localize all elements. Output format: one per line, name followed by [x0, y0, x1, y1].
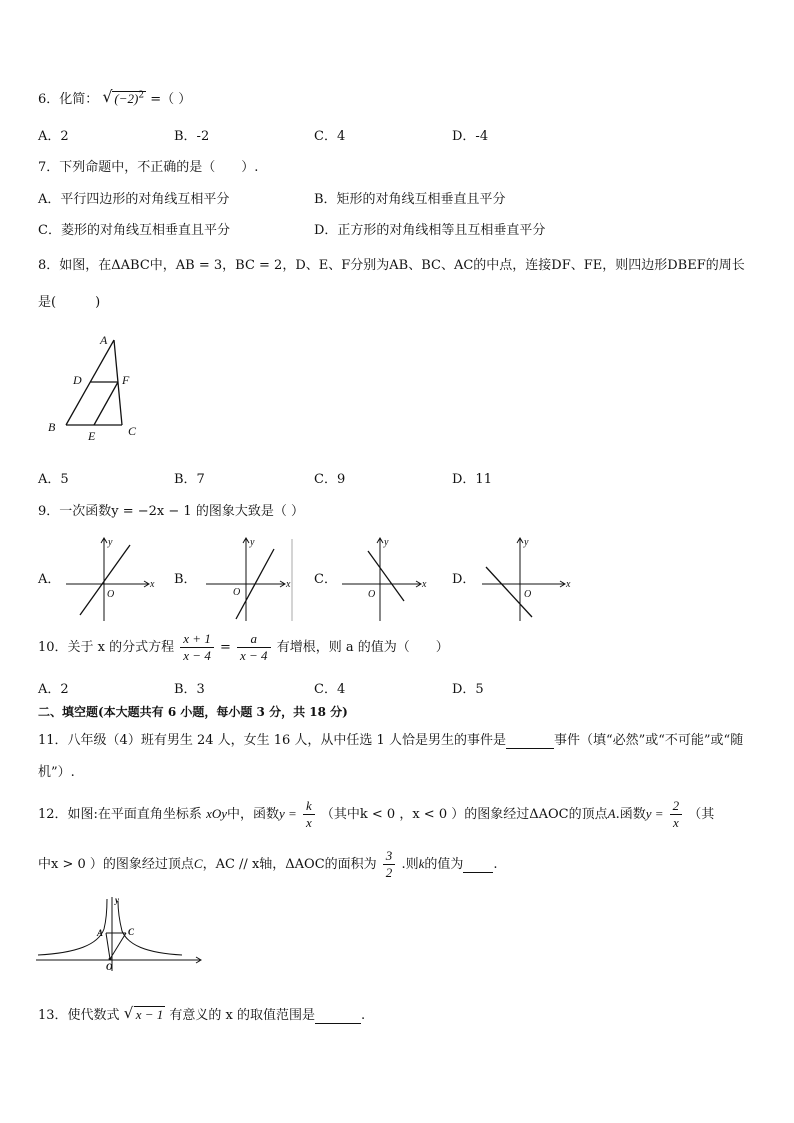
q12-l2-f-num: 3 — [383, 848, 396, 865]
q12-fraction-3-over-2 — [383, 848, 396, 881]
q8-stem-line1: 8．如图，在ΔABC中，AB = 3，BC = 2，D、E、F分别为AB、BC、AC的中点，连接DF、FE，则四边形DBEF的周长 — [38, 258, 745, 273]
q8-label-D: D — [73, 373, 82, 387]
q6-option-b: B．-2 — [174, 129, 210, 144]
q8-label-E: E — [88, 429, 96, 443]
q8-triangle-figure — [40, 330, 150, 445]
q12-l1-d: .函数 — [615, 807, 646, 822]
q9-d-y: y — [524, 537, 529, 548]
q12-l1-b: 中，函数 — [227, 807, 280, 822]
q10-suffix: 有增根，则 a 的值为（ ） — [276, 640, 449, 655]
q9-graph-b-label: B． — [174, 572, 197, 587]
q9-a-y: y — [108, 537, 113, 548]
q10-option-b: B．3 — [174, 682, 205, 697]
sqrt-sign-icon: √ — [123, 1004, 134, 1022]
q7-option-c: C．菱形的对角线互相垂直且平分 — [38, 223, 230, 238]
q8-option-d: D．11 — [452, 472, 492, 487]
q9-b-origin: O — [233, 587, 241, 598]
q12-f1-num: k — [303, 798, 315, 815]
q7-option-a: A．平行四边形的对角线互相平分 — [38, 192, 230, 207]
q12-xoy: xOy — [206, 806, 228, 821]
q12-l2-a: 中x > 0 ）的图象经过顶点 — [38, 857, 194, 872]
q10-frac1-den: x − 4 — [183, 648, 211, 663]
q11-answer-blank — [506, 733, 554, 749]
q8-label-B: B — [48, 420, 56, 434]
question-12-line2 — [38, 848, 498, 881]
q12-l2-d: 的值为 — [424, 857, 464, 872]
q12-l2-c: .则 — [401, 857, 419, 872]
q12-l2-k: k — [418, 856, 425, 871]
question-6 — [38, 88, 191, 107]
q9-graph-a — [62, 535, 162, 625]
sqrt-sign-icon: √ — [102, 86, 113, 106]
q8-stem-line2: 是( ) — [38, 295, 101, 310]
q13-radical — [123, 1004, 166, 1023]
q9-b-x: x — [286, 579, 291, 590]
q10-option-c: C．4 — [314, 682, 346, 697]
q12-l2-b: ，AC // x轴，ΔAOC的面积为 — [202, 857, 377, 872]
q8-label-A: A — [100, 333, 108, 347]
question-11-line1 — [38, 729, 743, 749]
q11-line2: 机”）. — [38, 765, 75, 780]
q12-l1-A: A — [607, 806, 616, 821]
q12-fraction-2-over-x — [670, 798, 683, 831]
q12-fig-C: C — [128, 927, 135, 937]
q10-fraction-1 — [180, 631, 214, 664]
q8-label-C: C — [128, 424, 137, 438]
q12-f2-num: 2 — [670, 798, 683, 815]
q12-l1-a: 12．如图:在平面直角坐标系 — [38, 807, 202, 822]
question-12-line1 — [38, 798, 714, 831]
q6-exponent: 2 — [138, 90, 145, 101]
q10-prefix: 10．关于 x 的分式方程 — [38, 640, 175, 655]
q9-stem: 9．一次函数y = −2x − 1 的图象大致是（ ） — [38, 504, 304, 519]
q7-option-d: D．正方形的对角线相等且互相垂直平分 — [314, 223, 546, 238]
q12-hyperbola-figure — [36, 893, 206, 973]
q9-graph-c-label: C． — [314, 572, 337, 587]
q10-eq: = — [219, 640, 231, 655]
q12-l2-end: . — [493, 857, 498, 872]
q12-f2-den: x — [673, 815, 679, 830]
q8-option-c: C．9 — [314, 472, 346, 487]
q9-graph-d — [478, 535, 578, 625]
q9-graph-c — [338, 535, 438, 625]
q6-text-suffix: =（ ） — [150, 92, 192, 107]
q13-answer-blank — [315, 1008, 361, 1024]
q8-option-b: B．7 — [174, 472, 205, 487]
q13-suffix-a: 有意义的 x 的取值范围是 — [169, 1008, 315, 1023]
q12-f1-den: x — [305, 815, 312, 830]
q6-radical — [102, 86, 146, 107]
q13-suffix-b: . — [360, 1008, 366, 1023]
q6-option-d: D．-4 — [452, 129, 489, 144]
q12-l2-C: C — [193, 856, 203, 871]
q9-graph-a-label: A． — [38, 572, 61, 587]
q6-option-c: C．4 — [314, 129, 346, 144]
q12-fraction-k-over-x — [303, 798, 315, 831]
q9-graph-b — [200, 535, 300, 625]
q9-graph-d-label: D． — [452, 572, 476, 587]
q12-answer-blank — [463, 857, 493, 873]
q8-option-a: A．5 — [38, 472, 69, 487]
q9-b-y: y — [250, 537, 255, 548]
q11-suffix: 事件（填“必然”或“不可能”或“随 — [553, 733, 744, 748]
q13-prefix: 13．使代数式 — [38, 1008, 120, 1023]
q10-frac2-den: x − 4 — [240, 648, 268, 663]
q12-l2-f-den: 2 — [385, 865, 393, 880]
q12-l1-e: （其 — [688, 807, 715, 822]
q12-fig-A: A — [97, 928, 104, 938]
q12-fig-O: O — [106, 962, 113, 972]
section-2-heading: 二、填空题(本大题共有 6 小题，每小题 3 分，共 18 分) — [38, 705, 348, 719]
q8-label-F: F — [122, 373, 130, 387]
q10-option-a: A．2 — [38, 682, 69, 697]
question-10 — [38, 631, 449, 664]
q7-option-b: B．矩形的对角线互相垂直且平分 — [314, 192, 506, 207]
q6-option-a: A．2 — [38, 129, 69, 144]
q12-fig-y: y — [115, 895, 119, 905]
q10-fraction-2 — [237, 631, 271, 664]
q9-a-origin: O — [107, 589, 115, 600]
q12-y1: y = — [279, 806, 297, 821]
question-13 — [38, 1004, 365, 1024]
q10-frac1-num: x + 1 — [180, 631, 214, 648]
q9-c-y: y — [384, 537, 389, 548]
q11-prefix: 11．八年级（4）班有男生 24 人，女生 16 人，从中任选 1 人恰是男生的事件是 — [38, 733, 506, 748]
q6-text-prefix: 6．化简： — [38, 92, 99, 107]
q9-c-origin: O — [368, 589, 376, 600]
q10-frac2-num: a — [237, 631, 271, 648]
q12-y2: y = — [645, 806, 664, 821]
q13-radicand: x − 1 — [135, 1007, 164, 1022]
q10-option-d: D．5 — [452, 682, 484, 697]
q12-l1-c: （其中k < 0 ，x < 0 ）的图象经过ΔAOC的顶点 — [320, 807, 608, 822]
q9-c-x: x — [422, 579, 427, 590]
q9-a-x: x — [150, 579, 155, 590]
q6-radicand: (−2) — [114, 91, 139, 106]
q9-d-x: x — [566, 579, 571, 590]
q7-stem: 7．下列命题中，不正确的是（ ）. — [38, 160, 259, 175]
q9-d-origin: O — [524, 589, 532, 600]
